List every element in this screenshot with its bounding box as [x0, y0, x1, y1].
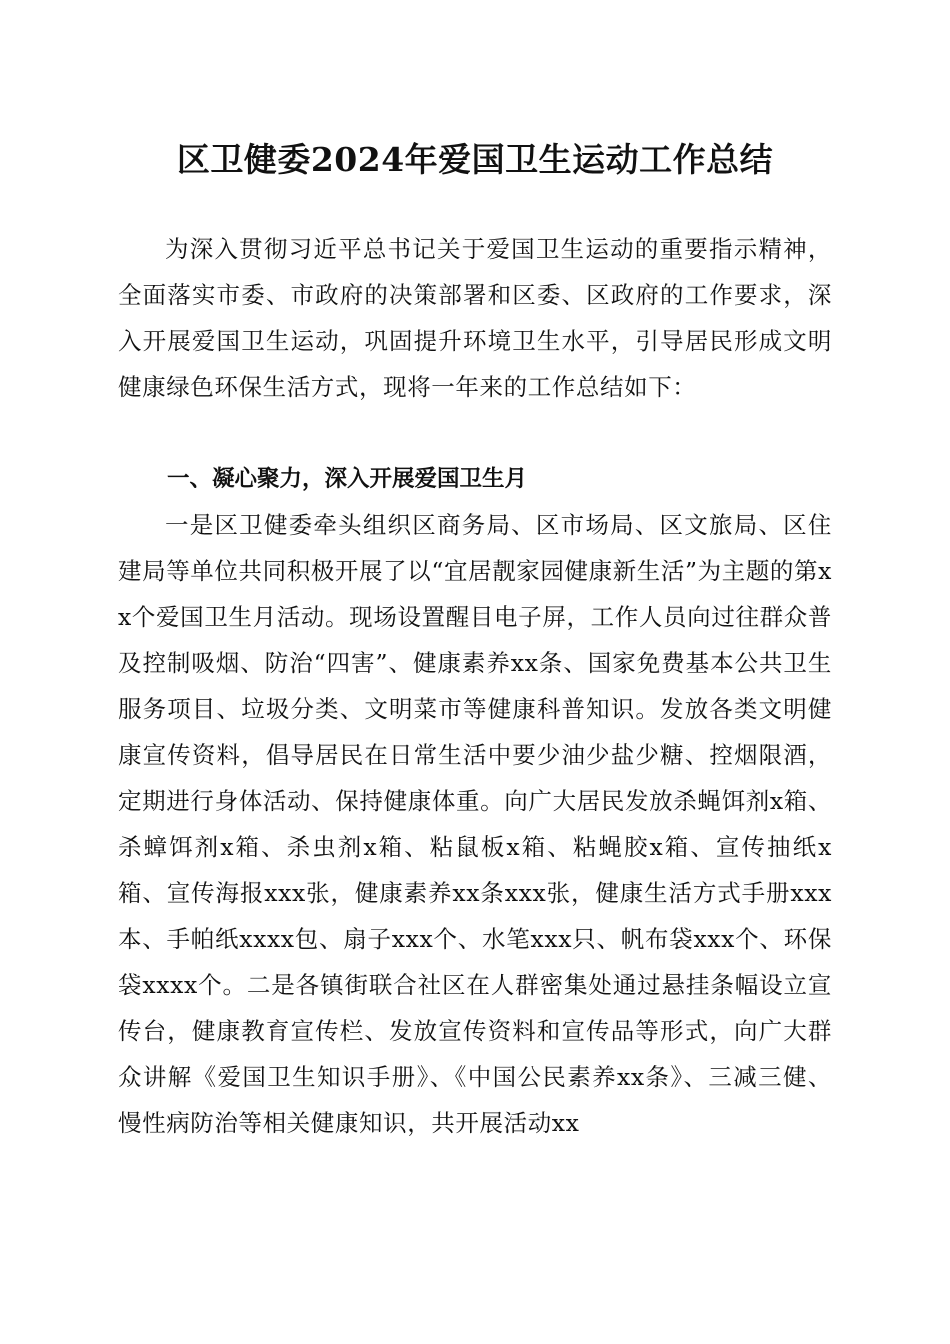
- document-title: 区卫健委2024年爱国卫生运动工作总结: [176, 140, 774, 179]
- section-heading: 一、凝心聚力，深入开展爱国卫生月: [167, 466, 528, 492]
- section-body-paragraph: 一是区卫健委牵头组织区商务局、区市场局、区文旅局、区住建局等单位共同积极开展了以“宜居靓家园健康新生活”为主题的第xx个爱国卫生月活动。现场设置醒目电子屏，工作人员向过往群众普及控制吸烟、防治“四害”、健康素养xx条、国家免费基本公共卫生服务项目、垃圾分类、文明菜市等健康科普知识。发放各类文明健康宣传资料，倡导居民在日常生活中要少油少盐少糖、控烟限酒，定期进行身体活动、保持健康体重。向广大居民发放杀蝇饵剂x箱、杀蟑饵剂x箱、杀虫剂x箱、粘鼠板x箱、粘蝇胶x箱、宣传抽纸x箱、宣传海报xxx张，健康素养xx条xxx张，健康生活方式手册xxx本、手帕纸xxxx包、扇子xxx个、水笔xxx只、帆布袋xxx个、环保袋xxxx个。二是各镇街联合社区在人群密集处通过悬挂条幅设立宣传台，健康教育宣传栏、发放宣传资料和宣传品等形式，向广大群众讲解《爱国卫生知识手册》、《中国公民素养xx条》、三减三健、慢性病防治等相关健康知识，共开展活动xx: [118, 511, 832, 1137]
- intro-paragraph: 为深入贯彻习近平总书记关于爱国卫生运动的重要指示精神，全面落实市委、市政府的决策部署和区委、区政府的工作要求，深入开展爱国卫生运动，巩固提升环境卫生水平，引导居民形成文明健康绿色环保生活方式，现将一年来的工作总结如下：: [118, 235, 832, 401]
